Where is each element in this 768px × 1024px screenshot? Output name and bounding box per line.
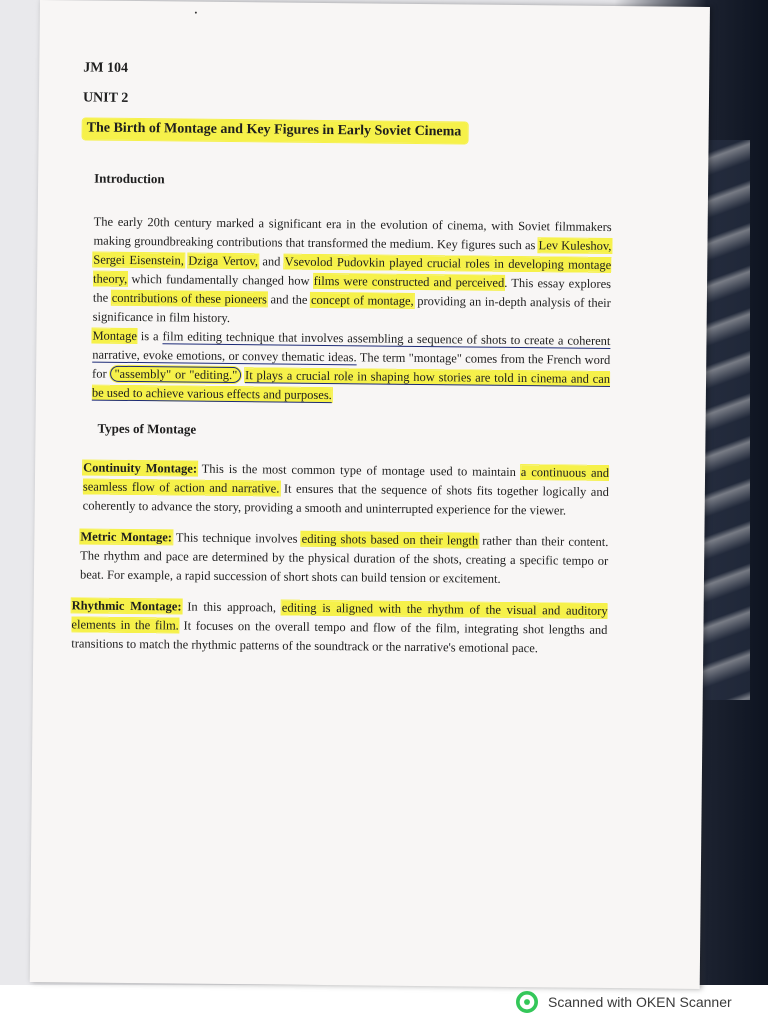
- text-segment: which fundamentally changed how: [127, 271, 314, 288]
- text-segment: This is the most common type of montage used to maintain: [196, 461, 521, 480]
- highlighted-text: editing shots based on their length: [301, 531, 479, 548]
- underlined-text: film editing technique that involves assembling a sequence of shots to create a coherent narrative, evoke emotions, or convey thematic ideas.: [92, 329, 611, 365]
- montage-type-label: Rhythmic Montage:: [71, 598, 182, 614]
- text-segment: The early 20th century marked a significant era in the evolution of cinema, with Soviet filmmakers making groundbreaking contributions that transformed the medium. Key figures such as: [93, 214, 612, 253]
- montage-type-label: Metric Montage:: [80, 529, 173, 545]
- highlighted-text: a continuous and seamless flow of action and narrative.: [82, 465, 610, 496]
- text-segment: It focuses on the overall tempo and flow of the film, integrating shot lengths and transitions to match the rhythmic patterns of the soundtrack or the narrative's emotional pace.: [71, 618, 608, 656]
- scanner-watermark-text: Scanned with OKEN Scanner: [548, 994, 732, 1010]
- text-segment: providing an in-depth analysis of their significance in film history.: [92, 293, 611, 326]
- highlighted-text: films were constructed and perceived: [313, 273, 505, 290]
- intro-paragraph: [93, 213, 612, 332]
- text-segment: and: [257, 254, 285, 269]
- highlighted-text: Dziga Vertov,: [188, 253, 259, 269]
- intro-heading: Introduction: [94, 170, 165, 187]
- text-segment: and the: [266, 292, 312, 307]
- circled-highlighted-text: "assembly" or "editing.": [110, 366, 241, 383]
- highlighted-text: editing is aligned with the rhythm of the visual and auditory elements in the film.: [71, 600, 608, 633]
- text-segment: rather than their content. The rhythm and pace are determined by the physical duration of the shots, creating a specific tempo or beat. For example, a rapid succession of short shots can build tension or excitement.: [79, 533, 609, 586]
- document-page: [30, 0, 710, 989]
- highlighted-text: Vsevolod Pudovkin played crucial roles in developing montage theory,: [93, 254, 612, 286]
- highlighted-text: Montage: [92, 328, 137, 344]
- highlighted-text: contributions of these pioneers: [111, 290, 268, 307]
- highlighted-text: Lev Kuleshov,: [538, 238, 612, 253]
- highlighted-text: Sergei Eisenstein,: [93, 252, 184, 268]
- oken-scanner-logo-icon: [516, 991, 538, 1013]
- montage-definition-paragraph: [92, 327, 611, 408]
- metric-montage-paragraph: [80, 527, 609, 590]
- text-segment: . This essay explores the: [92, 275, 612, 305]
- document-title-text: The Birth of Montage and Key Figures in Early Soviet Cinema: [83, 118, 468, 143]
- document-title: [83, 120, 613, 142]
- text-segment: It ensures that the sequence of shots fits together logically and coherently to advance the story, providing a smooth and uninterrupted experience for the viewer.: [82, 481, 609, 518]
- continuity-montage-paragraph: [83, 458, 610, 521]
- document-content: [71, 60, 613, 659]
- text-segment: In this approach,: [181, 599, 282, 615]
- text-segment: The term "montage" comes from the French word for: [92, 350, 611, 381]
- scanner-watermark: [516, 990, 732, 1014]
- course-code: JM 104: [83, 60, 129, 76]
- montage-type-label: Continuity Montage:: [83, 460, 198, 476]
- text-segment: This technique involves: [171, 530, 302, 546]
- highlighted-underlined-text: It plays a crucial role in shaping how stories are told in cinema and can be used to achieve various effects and purposes.: [91, 368, 611, 403]
- page-speck: [195, 12, 197, 14]
- unit-label: UNIT 2: [82, 90, 129, 106]
- highlighted-text: concept of montage,: [310, 292, 414, 308]
- rhythmic-montage-paragraph: [71, 596, 608, 659]
- types-heading: Types of Montage: [97, 420, 197, 437]
- text-segment: is a: [136, 329, 163, 344]
